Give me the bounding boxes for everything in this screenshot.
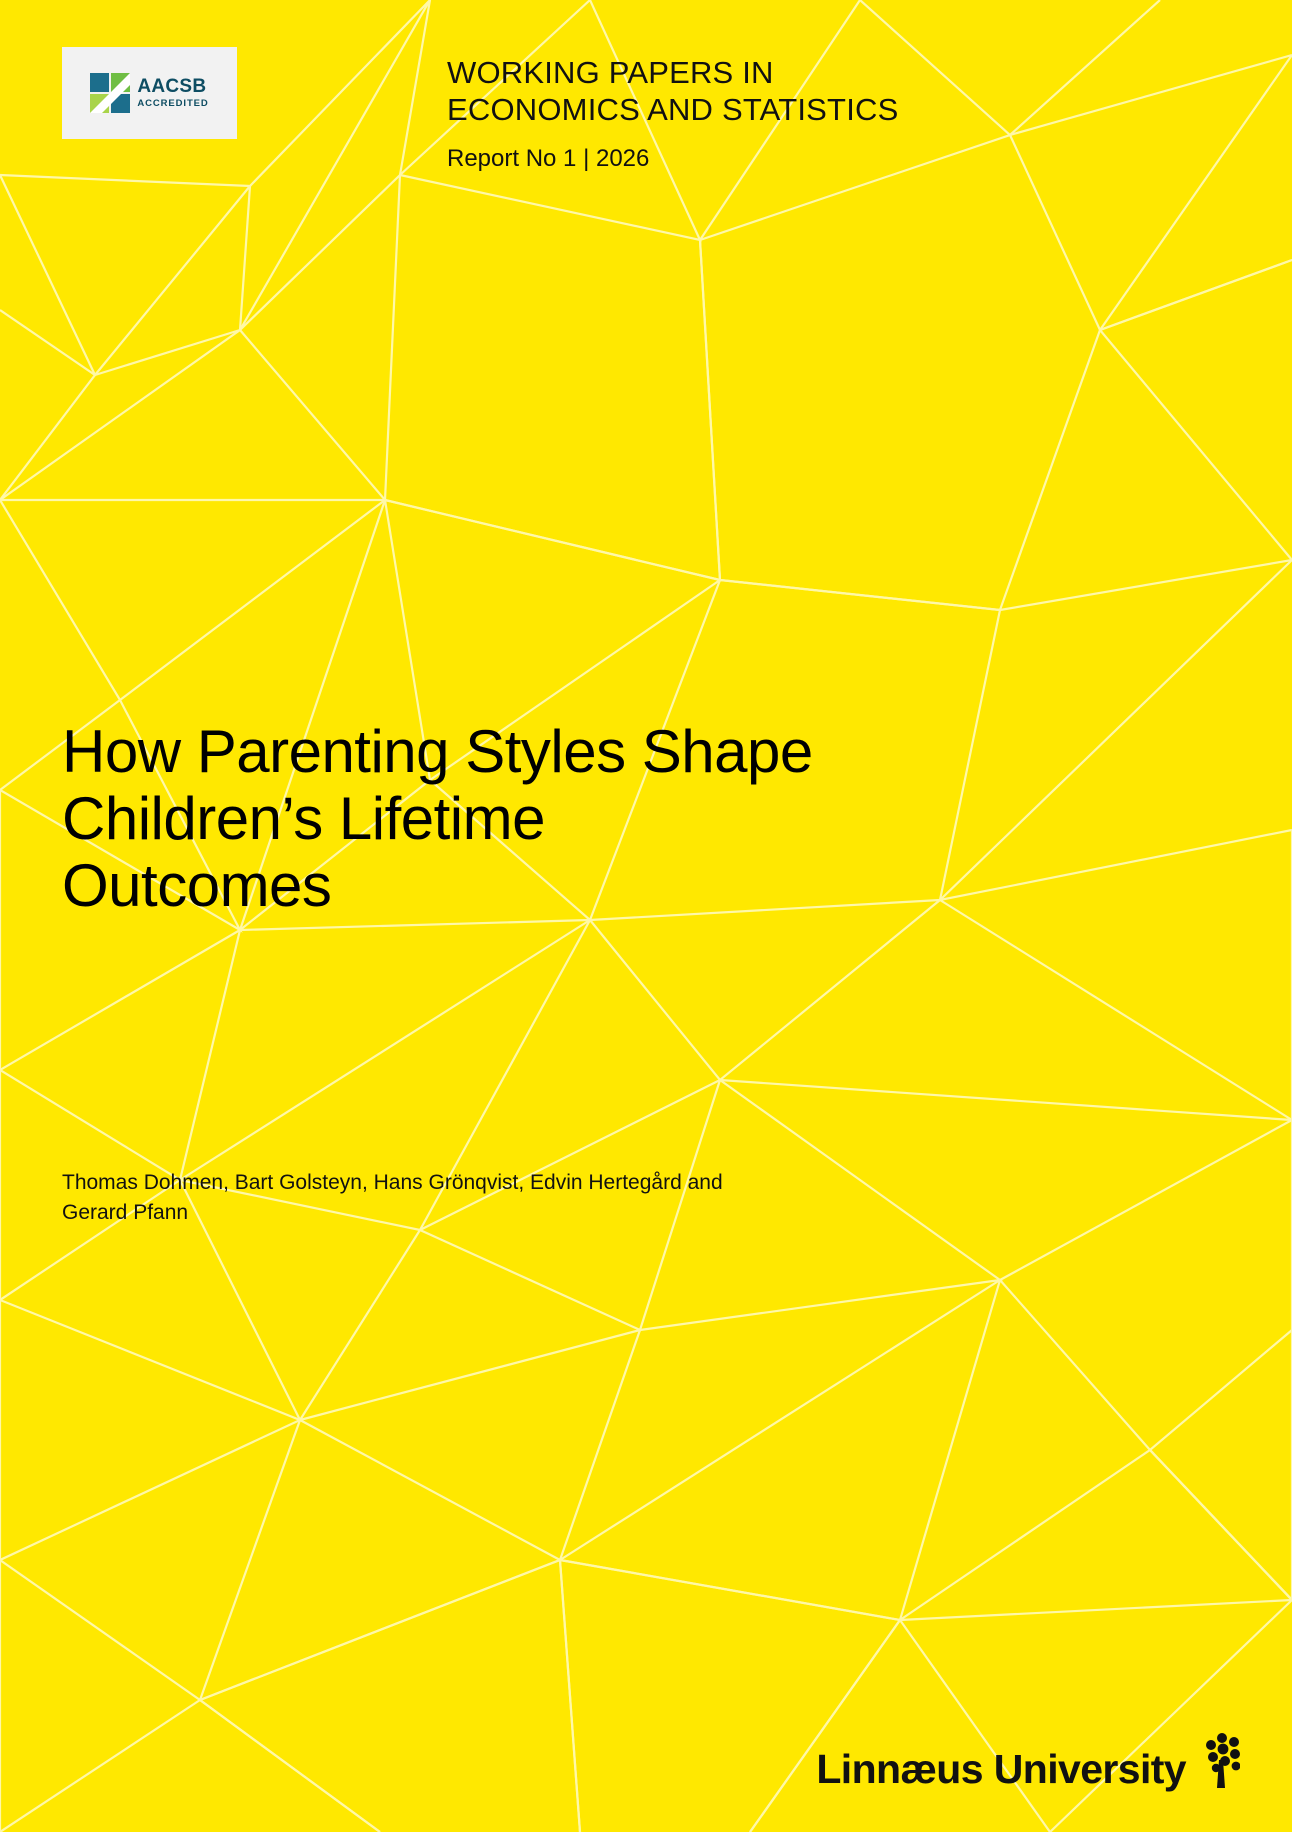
aacsb-logo-icon xyxy=(90,73,130,113)
publisher-logo xyxy=(816,1732,1240,1790)
series-title-line-2: ECONOMICS AND STATISTICS xyxy=(447,91,899,127)
series-title-line-1: WORKING PAPERS IN xyxy=(447,55,774,90)
aacsb-accreditation-badge xyxy=(62,47,237,139)
series-header xyxy=(447,55,1067,173)
author-list: Thomas Dohmen, Bart Golsteyn, Hans Grönqvist, Edvin Hertegård and Gerard Pfann xyxy=(62,1171,723,1225)
tree-logo-icon xyxy=(1192,1732,1240,1788)
page-title: How Parenting Styles Shape Children’s Lifetime Outcomes xyxy=(62,718,813,920)
publisher-name: Linnæus University xyxy=(816,1746,1186,1792)
report-number: Report No 1 | 2026 xyxy=(447,145,650,173)
aacsb-subtitle: ACCREDITED xyxy=(137,98,209,110)
aacsb-name: AACSB xyxy=(137,76,207,98)
